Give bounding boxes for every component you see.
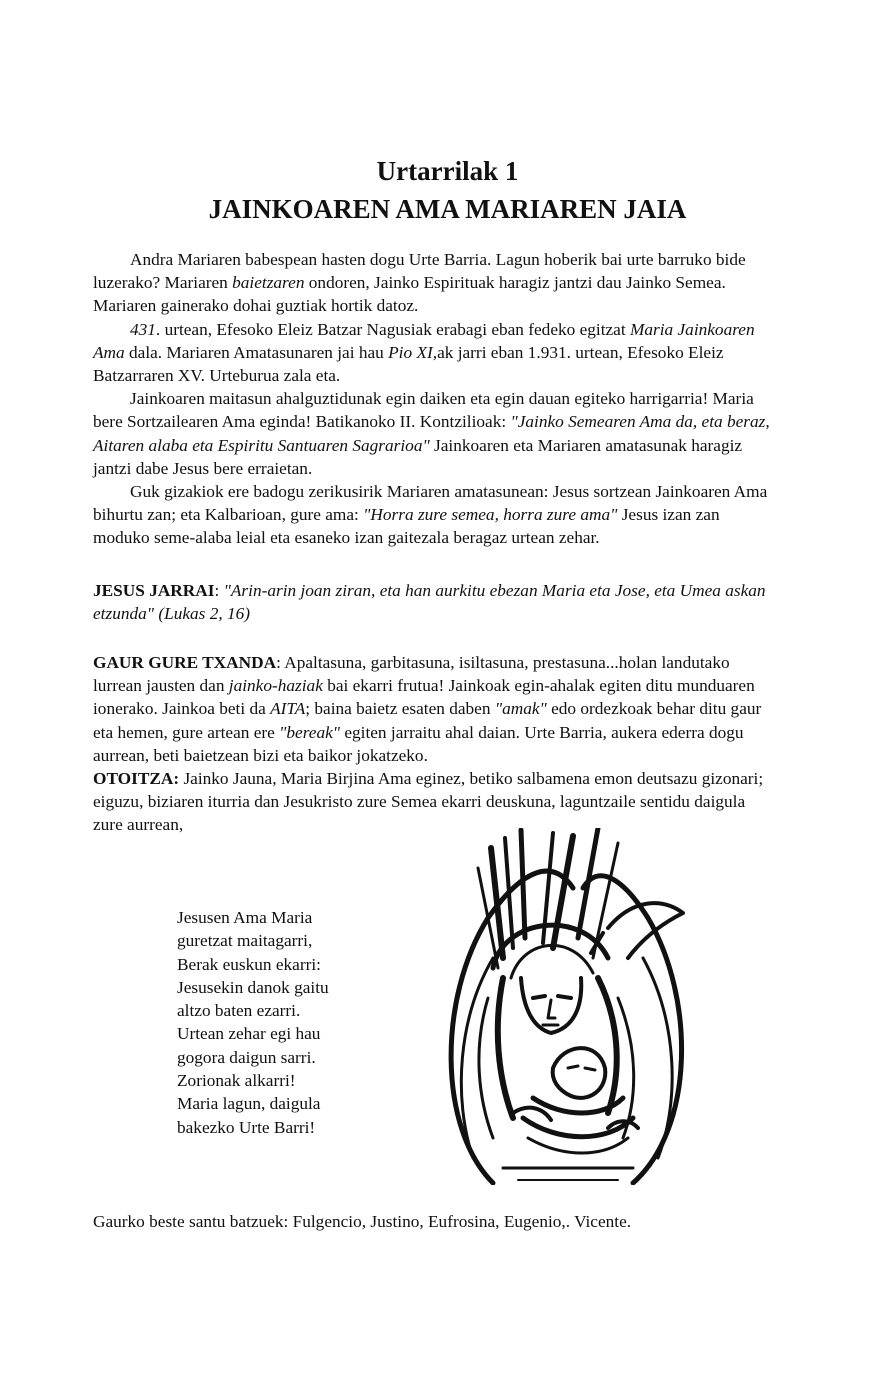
prayer-text: Jainko Jauna, Maria Birjina Ama eginez, betiko salbamena emon deutsazu gizonari; eiguzu, biziaren iturria dan Jesukristo zure Semea ekarri deuskuna, laguntzaile sentidu daigula zure aurrean,: [93, 769, 764, 835]
poem-line: altzo baten ezarri.: [177, 1001, 301, 1021]
poem-line: guretzat maitagarri,: [177, 931, 313, 951]
intro-section: [93, 248, 775, 550]
intro-paragraph-3: Jainkoaren maitasun ahalguztidunak egin daiken eta egin dauan egiteko harrigarria! Maria bere Sortzailearen Ama eginda! Batikanoko II. Kontzilioak: "Jainko Semearen Ama da, eta beraz, Aitaren alaba eta Espiritu Santuaren Sagrarioa" Jainkoaren eta Mariaren amatasunak haragiz jantzi dabe Jesus bere erraietan.: [93, 389, 770, 478]
otoitza-section: [93, 767, 775, 837]
poem-line: Maria lagun, daigula: [177, 1094, 321, 1114]
otoitza-label: OTOITZA:: [93, 769, 180, 788]
poem: [177, 906, 329, 1139]
jesus-jarrai-label: JESUS JARRAI: [93, 581, 215, 600]
intro-paragraph-1: Andra Mariaren babespean hasten dogu Urte Barria. Lagun hoberik bai urte barruko bide luzerako? Mariaren baietzaren ondoren, Jainko Espirituak haragiz jantzi dau Jainko Semea. Mariaren gainerako dohai guztiak hortik datoz.: [93, 250, 746, 316]
madonna-and-child-illustration: [433, 828, 699, 1185]
poem-line: Zorionak alkarri!: [177, 1071, 296, 1091]
intro-paragraph-4: Guk gizakiok ere badogu zerikusirik Mariaren amatasunean: Jesus sortzean Jainkoaren Ama bihurtu zan; eta Kalbarioan, gure ama: "Horra zure semea, horra zure ama" Jesus izan zan moduko seme-alaba leial eta esaneko izan gaitezala beragaz urtean zehar.: [93, 482, 768, 548]
other-saints-line: Gaurko beste santu batzuek: Fulgencio, Justino, Eufrosina, Eugenio,. Vicente.: [93, 1212, 632, 1231]
intro-paragraph-2: 431. urtean, Efesoko Eleiz Batzar Nagusiak erabagi eban fedeko egitzat Maria Jainkoaren Ama dala. Mariaren Amatasunaren jai hau Pio XI,ak jarri eban 1.931. urtean, Efesoko Eleiz Batzarraren XV. Urteburua zala eta.: [93, 319, 755, 386]
poem-line: Jesusen Ama Maria: [177, 908, 313, 927]
poem-line: Berak euskun ekarri:: [177, 954, 321, 974]
gaur-gure-txanda-label: GAUR GURE TXANDA: [93, 653, 277, 672]
page-date-title: Urtarrilak 1: [376, 156, 519, 186]
poem-line: bakezko Urte Barri!: [177, 1117, 316, 1137]
poem-line: gogora daigun sarri.: [177, 1047, 316, 1067]
feast-title: JAINKOAREN AMA MARIAREN JAIA: [208, 194, 687, 224]
poem-line: Jesusekin danok gaitu: [177, 977, 329, 997]
poem-line: Urtean zehar egi hau: [177, 1024, 321, 1044]
gospel-quote: "Arin-arin joan ziran, eta han aurkitu ebezan Maria eta Jose, eta Umea askan etzunda" (Lukas 2, 16): [93, 581, 766, 624]
gaur-gure-txanda-section: GAUR GURE TXANDA: Apaltasuna, garbitasuna, isiltasuna, prestasuna...holan landutako lurrean jausten dan jainko-haziak bai ekarri frutua! Jainkoak egin-ahalak egiten ditu munduaren ionerako. Jainkoa beti da AITA; baina baietz esaten daben "amak" edo ordezkoak behar ditu gaur eta hemen, gure artean ere "bereak" egiten jarraitu ahal daian. Urte Barria, aukera ederra dogu aurrean, beti baietzean bizi eta baikor jokatzeko.: [93, 653, 762, 765]
jesus-jarrai-section: JESUS JARRAI: "Arin-arin joan ziran, eta han aurkitu ebezan Maria eta Jose, eta Umea askan etzunda" (Lukas 2, 16): [93, 581, 766, 624]
